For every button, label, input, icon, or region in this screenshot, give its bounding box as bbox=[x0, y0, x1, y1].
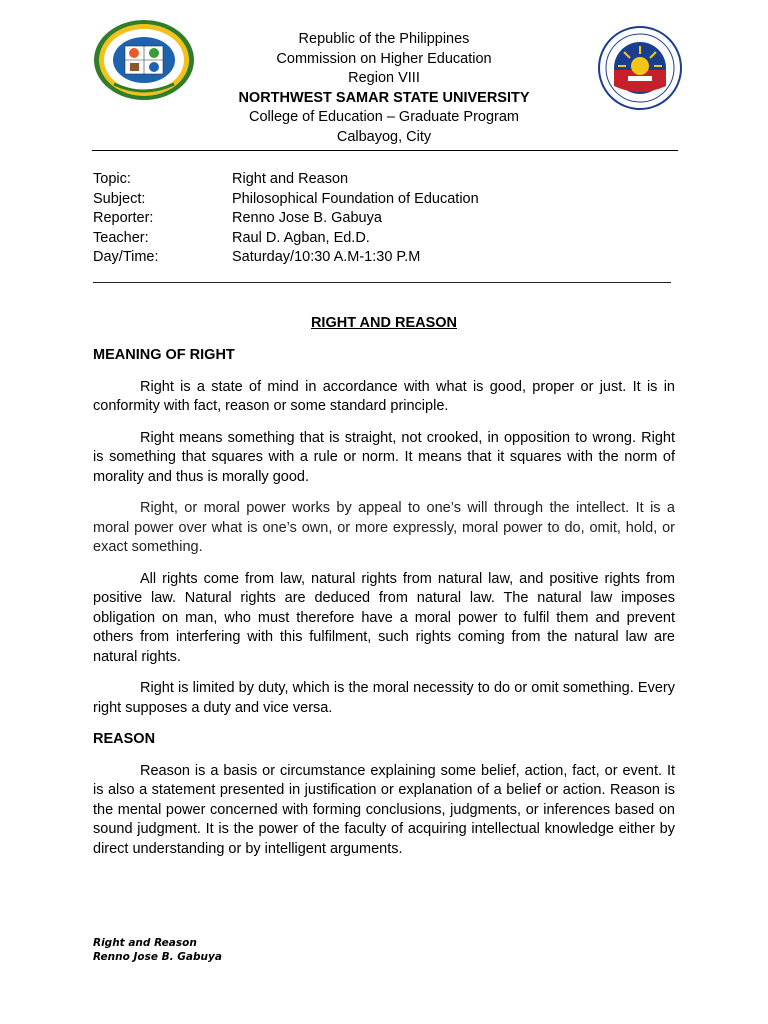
info-row-teacher bbox=[93, 229, 479, 249]
section-heading-right: MEANING OF RIGHT bbox=[93, 347, 235, 363]
letterhead bbox=[0, 30, 768, 147]
info-row-daytime bbox=[93, 248, 479, 268]
info-key: Day/Time: bbox=[93, 249, 159, 265]
paragraph: Right, or moral power works by appeal to one’s will through the intellect. It is a moral power over what is one’s own, or more expressly, moral power to do, omit, hold, or exact something. bbox=[93, 500, 675, 555]
city-name: Calbayog, City bbox=[336, 128, 432, 145]
info-row-topic bbox=[93, 170, 479, 190]
college-name: College of Education – Graduate Program bbox=[248, 109, 520, 125]
page-footer bbox=[93, 936, 222, 964]
document-title: RIGHT AND REASON bbox=[310, 315, 458, 331]
footer-author: Renno Jose B. Gabuya bbox=[93, 951, 222, 963]
header-line-commission: Commission on Higher Education bbox=[276, 50, 492, 67]
paragraph: Right is limited by duty, which is the moral necessity to do or omit something. Every right supposes a duty and vice versa. bbox=[93, 680, 675, 716]
info-value: Saturday/10:30 A.M-1:30 P.M bbox=[232, 249, 421, 265]
info-key: Subject: bbox=[93, 190, 146, 207]
info-value: Renno Jose B. Gabuya bbox=[232, 210, 382, 226]
university-name: NORTHWEST SAMAR STATE UNIVERSITY bbox=[238, 89, 530, 106]
info-key: Teacher: bbox=[93, 229, 149, 246]
report-info-table bbox=[93, 170, 479, 268]
header-line-republic: Republic of the Philippines bbox=[298, 31, 470, 47]
footer-title: Right and Reason bbox=[93, 937, 197, 949]
header-line-region: Region VIII bbox=[348, 70, 420, 86]
info-row-reporter bbox=[93, 209, 479, 229]
info-key: Topic: bbox=[93, 171, 131, 187]
info-key: Reporter: bbox=[93, 210, 154, 226]
document-body bbox=[93, 346, 675, 871]
info-value: Raul D. Agban, Ed.D. bbox=[232, 229, 370, 246]
header-divider bbox=[92, 150, 678, 151]
paragraph: Right means something that is straight, not crooked, in opposition to wrong. Right is something that squares with a rule or norm. It means that it squares with the norm of morality and thus is morally good. bbox=[93, 429, 675, 485]
paragraph: Right is a state of mind in accordance with what is good, proper or just. It is in conformity with fact, reason or some standard principle. bbox=[93, 378, 675, 414]
info-row-subject bbox=[93, 190, 479, 210]
info-value: Philosophical Foundation of Education bbox=[232, 190, 479, 207]
info-divider bbox=[93, 282, 671, 283]
info-value: Right and Reason bbox=[232, 171, 349, 187]
paragraph: All rights come from law, natural rights from natural law, and positive rights from positive law. Natural rights are deduced from natural law. The natural law imposes obligation on man, who must therefore have a moral power to fulfil them and prevent others from interfering with this fulfilment, such rights coming from the natural law are natural rights. bbox=[93, 570, 675, 665]
paragraph: Reason is a basis or circumstance explaining some belief, action, fact, or event. It is also a statement presented in justification or explanation of a belief or action. Reason is the mental power concerned with forming conclusions, judgments, or inferences based on sound judgment. It is the power of the faculty of acquiring intellectual knowledge either by direct understanding or by intelligent arguments. bbox=[93, 762, 675, 857]
section-heading-reason: REASON bbox=[93, 731, 156, 747]
